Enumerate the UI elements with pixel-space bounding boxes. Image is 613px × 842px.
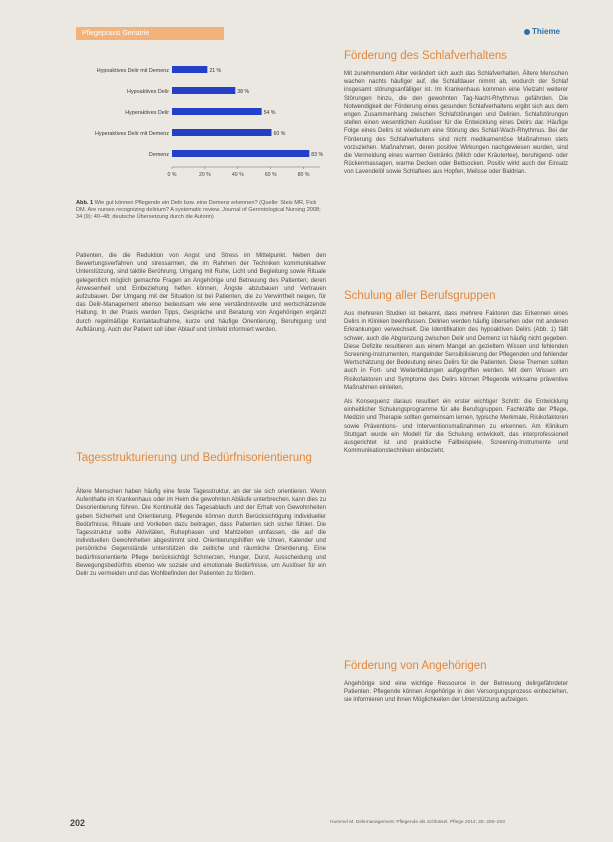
right-heading-schulung: Schulung aller Berufsgruppen <box>344 290 496 302</box>
right-paragraph-1: Mit zunehmendem Alter verändert sich auch das Schlafverhalten. Ältere Menschen wachen nachts häufiger auf, die Schlafdauer nimmt ab, wodurch der Schlaf insgesamt störungsanfälliger ist. Im Krankenhaus kommen eine Vielzahl weiterer Störungen hinzu, die den gewohnten Tag-Nacht-Rhythmus gefährden. Die Notwendigkeit der Förderung eines gesunden Schlafverhaltens ergibt sich aus dem engen Zusammenhang zwischen Schlafstörungen und Delirien. Schlafstörungen stellen einen wesentlichen Auslöser für die Entwicklung eines Delirs dar. Häufige Folge eines Delirs ist wiederum eine Störung des Schlaf-Wach-Rhythmus. Bei der Förderung des Schlafverhaltens sind nicht medikamentöse Maßnahmen stets vorzuziehen. Maßnahmen, deren positive Wirkungen nachgewiesen wurden, sind die Vermeidung eines warmen Getränks (Milch oder Kräutertee), beruhigend- oder Rückenmassagen, warme Decken oder Bettsocken. Positiv wirkt auch der Einsatz von Lavendelöl sowie Schlaftees aus Hopfen, Melisse oder Baldrian. <box>344 71 568 176</box>
page-number: 202 <box>70 818 86 828</box>
figure-caption <box>76 200 324 222</box>
right-column-angehoerige <box>344 680 568 711</box>
x-tick-label: 60 % <box>264 172 277 178</box>
thieme-logo-icon <box>524 29 530 35</box>
right-paragraph-3: Als Konsequenz daraus resultiert ein erster wichtiger Schritt: die Entwicklung einheitlicher Schulungsprogramme für alle Berufsgruppen. Fachkräfte der Pflege, Medizin und Therapie sollten gemeinsam lernen, typische Merkmale, Risikofaktoren sowie Präventions- und Interventionsmaßnahmen zu erkennen. Am Klinikum Stuttgart wurde ein Modell für die Schulung entwickelt, das interprofessionell ausgerichtet ist und praktische Fallbeispiele, Screening-Instrumente und Kommunikationstechniken einbezieht. <box>344 399 568 455</box>
right-paragraph-2: Aus mehreren Studien ist bekannt, dass mehrere Faktoren das Erkennen eines Delirs in Kliniken beeinflussen. Delirien werden häufig übersehen oder mit anderen Erkrankungen verwechselt. Die Identifikation des hypoaktiven Delirs (Abb. 1) fällt schwer, auch die Abgrenzung zwischen Delir und Demenz ist häufig nicht gegeben. Diese Defizite resultieren aus einem Mangel an gezieltem Wissen und fehlenden Screening-Instrumenten, mangelnder Sensibilisierung der Pflegenden und fehlender Wertschätzung der Bedeutung eines Delirs für die Patienten. Diese Themen sollten auch in Fort- und Weiterbildungen aufgegriffen werden. Mit dem Wissen um Risikofaktoren und Symptome des Delirs können Pflegende wirksame präventive Maßnahmen einleiten. <box>344 311 568 391</box>
category-label: Hyperaktives Delir <box>125 110 169 116</box>
x-tick-label: 80 % <box>297 172 310 178</box>
category-label: Hypoaktives Delir mit Demenz <box>96 68 169 74</box>
right-heading-schlaf: Förderung des Schlafverhaltens <box>344 50 508 62</box>
left-column-body <box>76 488 326 584</box>
section-tag: Pflegepraxis Geriatrie <box>76 27 224 40</box>
left-paragraph-2: Ältere Menschen haben häufig eine feste Tagesstruktur, an der sie sich orientieren. Wenn Aufenthalte im Krankenhaus oder im Heim die gewohnten Abläufe unterbrechen, kann dies zu Desorientierung führen. Die Kontinuität des Tagesablaufs und der Erhalt von Gewohnheiten geben Sicherheit und Orientierung. Pflegende können durch Berücksichtigung individueller Bedürfnisse, Rituale und Vorlieben dazu beitragen, dass Patienten sich sicher fühlen. Die Tagesstruktur sollte Aktivitäten, Ruhephasen und Mahlzeiten umfassen, die auf die individuellen Gewohnheiten abgestimmt sind. Orientierungshilfen wie Uhren, Kalender und persönliche Gegenstände unterstützen die zeitliche und räumliche Orientierung. Eine bedürfnisorientierte Pflege berücksichtigt Schmerzen, Hunger, Durst, Ausscheidung und Bewegungsbedürfnis ebenso wie soziale und emotionale Bedürfnisse, um Auslöser für ein Delir zu vermeiden und das Wohlbefinden der Patienten zu fördern. <box>76 489 326 578</box>
right-paragraph-4: Angehörige sind eine wichtige Ressource in der Betreuung delirgefährdeter Patienten. Pflegende können Angehörige in den Versorgungsprozess einbeziehen, sie informieren und ihnen Möglichkeiten der Unterstützung aufzeigen. <box>344 681 568 704</box>
caption-text: Wie gut können Pflegende ein Delir bzw. eine Demenz erkennen? (Quelle: Steis MR, Fick DM. Are nurses recognizing delirium? A systematic review. Journal of Gerontological Nursing 2008; 34 (9): 40–48; deutsche Übersetzung durch die Autorin) <box>76 200 321 221</box>
publisher-logo <box>524 27 560 36</box>
caption-label: Abb. 1 <box>76 200 94 206</box>
bar <box>172 129 271 136</box>
category-label: Demenz <box>148 152 169 158</box>
bar <box>172 87 235 94</box>
right-heading-angehoerige: Förderung von Angehörigen <box>344 660 487 672</box>
value-label: 21 % <box>209 68 222 74</box>
bar <box>172 66 207 73</box>
footer-citation: Hummel M. Delirmanagement: Pflegende als Schlüssel. Pflege 2014; 25: 200–203 <box>330 820 505 825</box>
value-label: 54 % <box>263 110 276 116</box>
bar <box>172 108 262 115</box>
category-label: Hypoaktives Delir <box>127 89 169 95</box>
bar-chart-svg <box>72 58 330 198</box>
value-label: 60 % <box>273 131 286 137</box>
bar <box>172 150 309 157</box>
right-column-schlaf <box>344 70 568 183</box>
x-tick-label: 20 % <box>198 172 211 178</box>
left-column-intro <box>76 252 326 340</box>
left-heading-tagesstruktur: Tagesstrukturierung und Bedürfnisorientierung <box>76 452 312 464</box>
category-label: Hyperaktives Delir mit Demenz <box>95 131 169 137</box>
value-label: 38 % <box>237 89 250 95</box>
value-label: 83 % <box>311 152 324 158</box>
left-paragraph-1: Patienten, die die Reduktion von Angst und Stress im Mittelpunkt. Neben den Bewertungsverfahren und stressarmen, die im Rahmen der Techniken kommunikativer Unterstützung, sind taktile Berührung, Umgang mit Ruhe, Licht und Begleitung sowie Rituale gelegentlich möglich gemachte Fragen an Angehörige und Betreuung des Patienten; deren Anwesenheit und Einbeziehung helfen können, Ängste abzubauen und Vertrauen aufzubauen. Der Umgang mit der Situation ist bei Patienten, die zu Verwirrtheit neigen, für das Delir-Management ebenso bedeutsam wie eine verständnisvolle und wertschätzende Haltung. In der Praxis werden Tipps, Gespräche und Beratung von Angehörigen ergänzt durch regelmäßige Kontaktaufnahme, kurze und häufige Orientierung, Beruhigung und Aufklärung. Auch der Patient soll über Ablauf und Umfeld informiert werden. <box>76 253 326 333</box>
x-tick-label: 0 % <box>167 172 177 178</box>
right-column-schulung <box>344 310 568 461</box>
x-tick-label: 40 % <box>231 172 244 178</box>
publisher-name: Thieme <box>532 27 561 36</box>
